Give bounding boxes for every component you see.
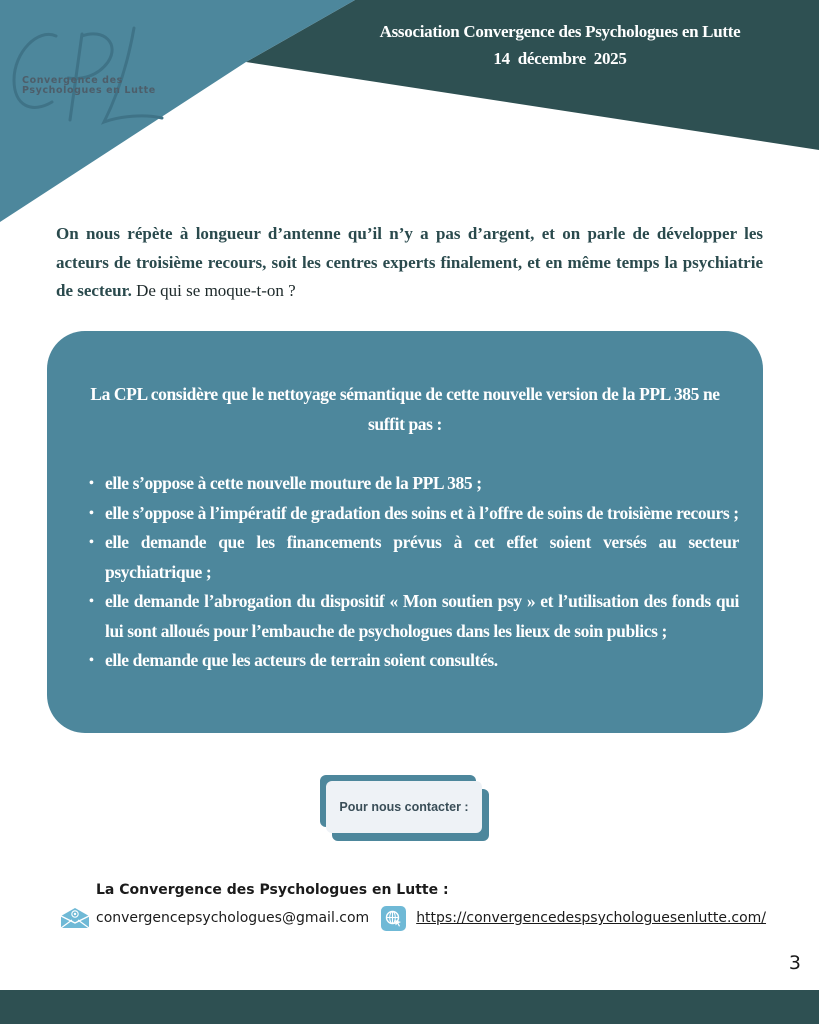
intro-question: De qui se moque-t-on ? — [131, 281, 296, 300]
contact-button-label[interactable]: Pour nous contacter : — [326, 781, 482, 833]
bullet-icon: • — [89, 476, 94, 491]
document-date: 14 décembre 2025 — [493, 49, 627, 68]
bullet-icon: • — [89, 505, 94, 521]
organization-name: Association Convergence des Psychologues en Lutte — [379, 22, 741, 41]
intro-bold-text: On nous répète à longueur d’antenne qu’il n’y a pas d’argent, et on parle de développer les acteurs de troisième recours, soit les centres experts finalement, et en même temps la psychiatrie de secteur. — [56, 224, 763, 300]
cpl-logo — [8, 22, 168, 132]
statement-item — [89, 587, 739, 646]
document-header — [340, 18, 780, 72]
contact-button[interactable] — [320, 775, 490, 841]
envelope-at-icon — [60, 907, 90, 929]
statement-item — [89, 469, 739, 499]
logo-wordmark — [22, 76, 156, 96]
contact-email[interactable]: convergencepsychologues@gmail.com — [96, 910, 370, 926]
statement-item-text: elle s’oppose à cette nouvelle mouture de la PPL 385 ; — [105, 473, 482, 493]
statement-lead: La CPL considère que le nettoyage sémantique de cette nouvelle version de la PPL 385 ne suffit pas : — [90, 384, 720, 434]
bullet-icon: • — [89, 535, 94, 550]
contact-org-name: La Convergence des Psychologues en Lutte : — [96, 882, 449, 898]
statement-item-text: elle s’oppose à l’impératif de gradation des soins et à l’offre de soins de troisième recours ; — [105, 502, 739, 523]
statement-item-text: elle demande que les acteurs de terrain soient consultés. — [105, 650, 498, 670]
statement-item-text: elle demande l’abrogation du dispositif « Mon soutien psy » et l’utilisation des fonds qui lui sont alloués pour l’embauche de psychologues dans les lieux de soin publics ; — [105, 591, 739, 641]
contact-website-link[interactable]: https://convergencedespsychologuesenlutte.com/ — [416, 910, 767, 926]
statement-list — [59, 469, 751, 676]
contact-details — [60, 903, 766, 933]
logo-line-1: Convergence des — [22, 75, 123, 86]
intro-paragraph — [56, 220, 763, 306]
bullet-icon: • — [89, 653, 94, 668]
globe-cursor-icon — [381, 906, 406, 931]
statement-item-text: elle demande que les financements prévus à cet effet soient versés au secteur psychiatrique ; — [105, 532, 739, 582]
page-number: 3 — [788, 952, 801, 974]
statement-item — [89, 646, 739, 676]
statement-item — [89, 528, 739, 587]
footer-bar — [0, 990, 819, 1024]
statement-item — [89, 499, 739, 529]
logo-line-2: Psychologues en Lutte — [22, 85, 156, 96]
statement-panel — [47, 331, 763, 733]
bullet-icon: • — [89, 594, 94, 609]
